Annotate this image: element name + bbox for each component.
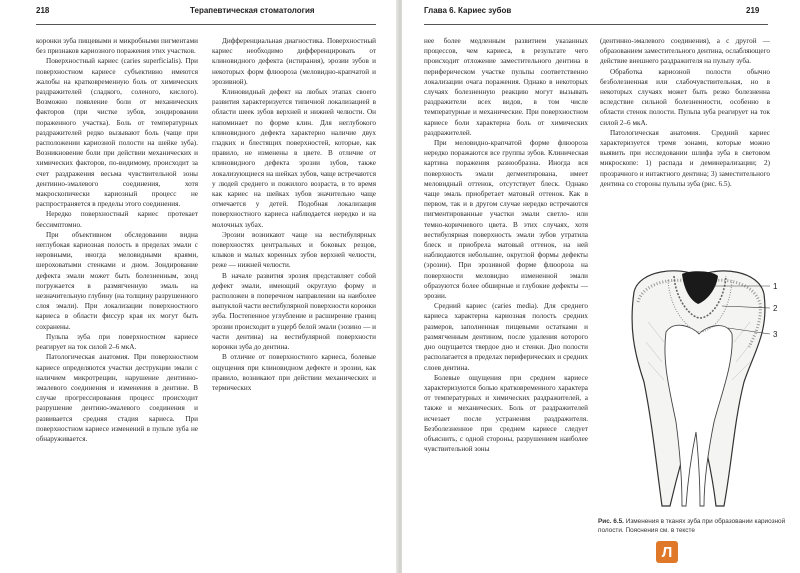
right-running-title: Глава 6. Кариес зубов bbox=[424, 6, 512, 15]
paragraph: Дифференциальная диагностика. Поверхностный кариес необходимо дифференцировать от клиновидного дефекта (истирания), эрозии зубов и некоторых форм флюороза (меловидно-крапчатой и эрозивной). bbox=[212, 37, 376, 86]
left-running-title: Терапевтическая стоматология bbox=[190, 6, 315, 15]
paragraph: Эрозии возникают чаще на вестибулярных поверхностях центральных и боковых резцов, клыков и малых коренных зубов верхней челюсти, реже — нижней челюсти. bbox=[212, 230, 376, 270]
paragraph: Болевые ощущения при среднем кариесе характеризуются болью кратковременного характера от температурных и химических раздражителей, а также и механических. Боль от раздражителей исчезает после устранения раздражителя. Безболезненное при среднем кариесе следует объяснить, с одной стороны, разрушением наиболее чувствительной зоны bbox=[424, 373, 588, 454]
paragraph: Патологическая анатомия. Средний кариес характеризуется тремя зонами, которые можно выявить при исследовании шлифа зуба в световом микроскопе: 1) распада и деминерализации; 2) прозрачного и интактного дентина; 3) заместительного дентина со стороны пульпы зуба (рис. 6.5). bbox=[600, 128, 770, 188]
figure-caption bbox=[598, 518, 794, 535]
figure-label-2: 2 bbox=[773, 304, 778, 313]
paragraph: Средний кариес (caries media). Для среднего кариеса характерна кариозная полость средних размеров, заполненная пищевыми остатками и размягченным дентином, после удаления которого дно ощущается твердое дно и стенки. Дно полости располагается в пределах периферических и средних слоев дентина. bbox=[424, 302, 588, 372]
header-rule bbox=[424, 24, 768, 25]
paragraph: Нередко поверхностный кариес протекает бессимптомно. bbox=[36, 210, 198, 229]
left-page-number: 218 bbox=[36, 6, 50, 15]
right-page-number: 219 bbox=[746, 6, 760, 15]
paragraph: (дентинно-эмалевого соединения), а с другой — образованием заместительного дентина, ослабляющего действие внешнего раздражителя на пульпу зуба. bbox=[600, 37, 770, 66]
paragraph: Патологическая анатомия. При поверхностном кариесе определяются участки деструкции эмали с наличием микротрещин, нарушение дентинно-эмалевого соединения и изменения в дентине. В случае прогрессирования процесс происходит разрушение дентино-эмалевого соединения и развивается средняя стадия кариеса. При поверхностном кариесе изменений в пульпе зуба не обнаруживается. bbox=[36, 353, 198, 443]
left-column-1 bbox=[36, 36, 198, 444]
publisher-logo: Л bbox=[656, 541, 678, 563]
tooth-section-illustration bbox=[604, 262, 782, 512]
paragraph: коронки зуба пищевыми и микробными пигментами без признаков кариозного поражения этих участков. bbox=[36, 37, 198, 56]
figure-label-3: 3 bbox=[773, 330, 778, 339]
right-column-1 bbox=[424, 36, 588, 454]
caption-label: Рис. 6.5. bbox=[598, 518, 624, 525]
caption-text: Изменения в тканях зуба при образовании кариозной полости. Пояснения см. в тексте bbox=[598, 518, 786, 534]
left-column-2 bbox=[212, 36, 376, 393]
paragraph: В отличие от поверхностного кариеса, болевые ощущения при клиновидном дефекте и эрозии, как правило, возникают при действии механических и термических bbox=[212, 353, 376, 392]
paragraph: Пульпа зуба при поверхностном кариесе реагирует на ток силой 2–6 мкА. bbox=[36, 332, 198, 352]
paragraph: Поверхностный кариес (caries superficialis). При поверхностном кариесе субъективно имеются жалобы на кратковременную боль от химических раздражителей (сладкого, соленого, кислого). Возможно появление боли от механических факторов (при чистке зубов, зондировании пораженного участка). Боль от температурных раздражителей редко вызывают боль (чаще при расположении кариозной полости на шейке зуба). Возникновение боли при действии механических и химических факторов, по-видимому, происходит за счет раздражения весьма чувствительной зоны дентинно-эмалевого соединения, хотя макроскопически кариозный процесс не распространяется в пределы этого соединения. bbox=[36, 57, 198, 209]
paragraph: Обработка кариозной полости обычно безболезненная или слабочувствительная, но в некоторых случаях может быть резко болезненна вследствие сильной болезненности, особенно в области стенок полости. Пульпа зуба реагирует на ток силой 2–6 мкА. bbox=[600, 67, 770, 127]
header-rule bbox=[36, 24, 376, 25]
paragraph: нее более медленным развитием указанных процессов, чем кариеса, в результате чего происходит отложение заместительного дентина в периферическом участке пульпы соответственно локализации очага поражения. Однако в некоторых случаях болезненную реакцию могут вызывать раздражители всех видов, в том числе температурные и механические. При поверхностном кариесе боли характерна боль от химических раздражителей. bbox=[424, 37, 588, 137]
paragraph: При меловидно-крапчатой форме флюороза нередко поражаются все группы зубов. Клиническая картина поражения разнообразна. Иногда вся поверхность эмали дегментирована, имеет меловидный оттенок, отсутствует блеск. Однако чаще эмаль приобретает матовый оттенок. Как в первом, так и в другом случае нередко встречаются пигментированные участки эмали светло- или темно-коричневого цвета. В этих случаях, хотя вестибулярная поверхность эмали зубов утратила блеск и приобрела матовый оттенок, на ней наблюдаются небольшие, округлой формы дефекты (эрозии). При эрозивной форме флюороза на поверхности меловидно измененной эмали образуются более обширные и глубокие дефекты — эрозии. bbox=[424, 139, 588, 301]
left-page bbox=[0, 0, 398, 573]
figure-label-1: 1 bbox=[773, 282, 778, 291]
paragraph: В начале развития эрозия представляет собой дефект эмали, имеющий округлую форму и расположен в поперечном направлении на наиболее выпуклой части вестибулярной поверхности коронки зуба. Постепенное углубление и расширение границ эрозии происходит в ущерб белой эмали (эозино — и части дентина) на вестибулярной поверхности коронки зуба до дентина. bbox=[212, 271, 376, 352]
paragraph: При объективном обследовании видна неглубокая кариозная полость в пределах эмали с неровными, иногда меловидными краями, шероховатыми стенками и дном. Зондирование дефекта эмали может быть болезненным, зонд погружается в размягченную эмаль на незначительную глубину (на толщину разрушенного слоя эмали). При локализации поверхностного кариеса в области фиссур края их могут быть сохранены. bbox=[36, 230, 198, 331]
paragraph: Клиновидный дефект на любых этапах своего развития характеризуется типичной локализацией в области шеек зубов верхней и нижней челюсти. Он напоминает по форме клин. Для неглубокого клиновидного дефекта характерно наличие двух гладких и блестящих поверхностей, которые, как правило, не изменены в цвете. В отличие от клиновидного дефекта эрозии зубов, также локализующиеся на шейках зубов, чаще встречаются у людей среднего и пожилого возраста, в то время как кариес на шейках зубов значительно чаще отмечается у детей. Подобная локализация поверхностного кариеса наблюдается нередко и на молочных зубах. bbox=[212, 88, 376, 229]
right-column-2 bbox=[600, 36, 770, 189]
